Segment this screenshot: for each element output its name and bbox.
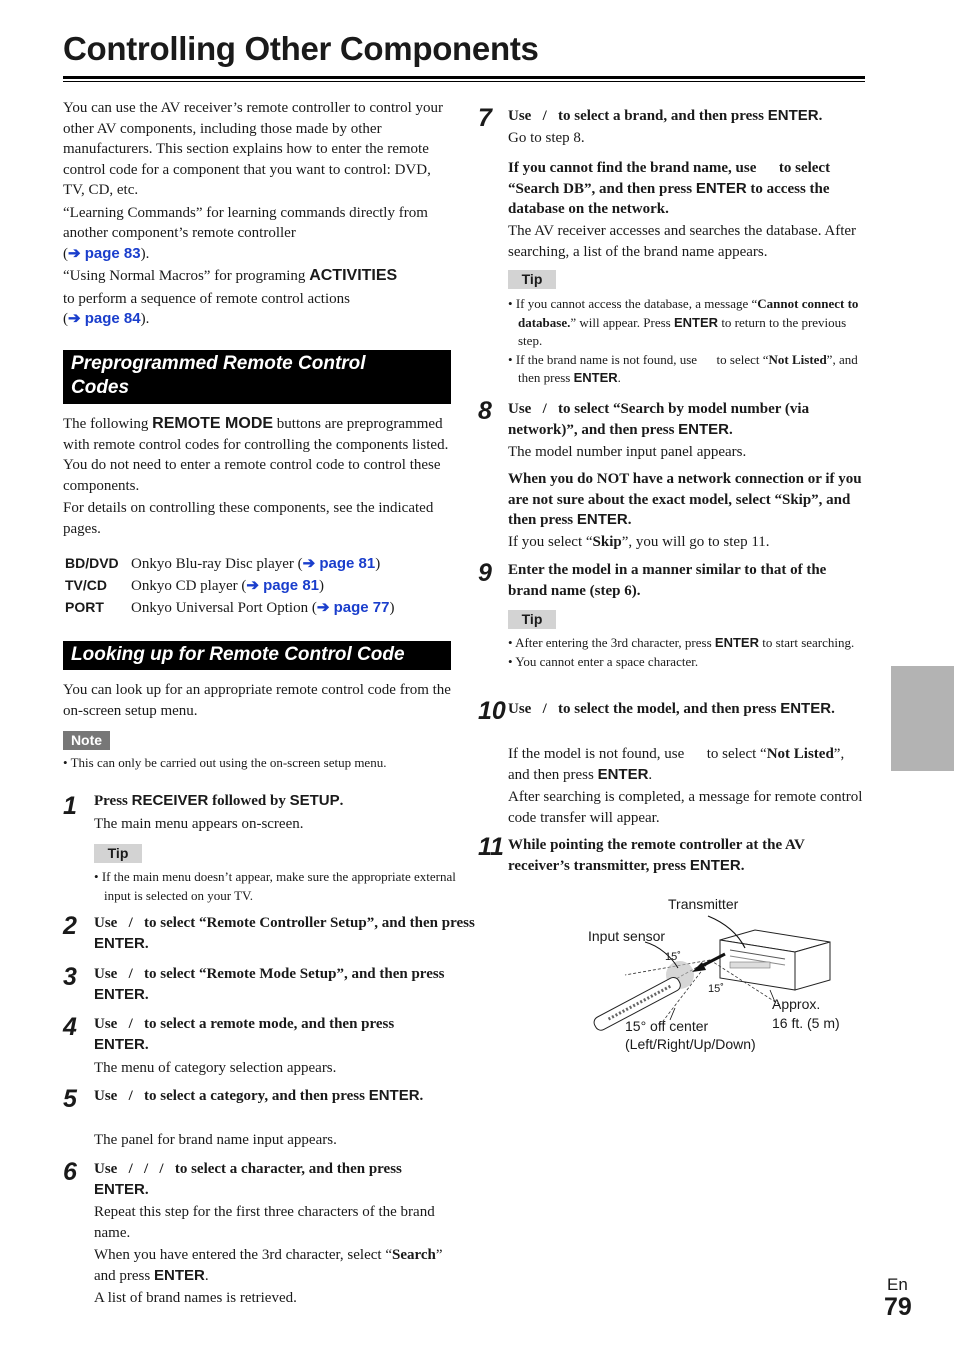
step-6-instruction: Use / / / to select a character, and then press ENTER. <box>94 1161 402 1198</box>
section1-paragraph-2: For details on controlling these components, see the indicated pages. <box>63 500 434 537</box>
step-9-tips: • After entering the 3rd character, press ENTER to start searching. • You cannot enter a space character. <box>508 635 855 669</box>
note-label: Note <box>63 731 110 750</box>
page-81-link[interactable]: ➔ page 81 <box>246 577 320 594</box>
step-8-instruction: Use / to select “Search by model number (via network)”, and then press ENTER. <box>508 401 813 438</box>
step-1-result: The main menu appears on-screen. <box>94 816 304 832</box>
page-language: En <box>887 1275 908 1294</box>
tip-label: Tip <box>508 610 556 629</box>
page-77-link[interactable]: ➔ page 77 <box>316 599 390 616</box>
step-10-instruction: Use / to select the model, and then press ENTER. <box>508 700 835 717</box>
step-4-result: The menu of category selection appears. <box>94 1060 337 1076</box>
step-number: 3 <box>63 963 77 991</box>
approx-label: Approx. <box>772 996 821 1012</box>
distance-label: 16 ft. (5 m) <box>772 1015 840 1031</box>
table-row: BD/DVD Onkyo Blu-ray Disc player (➔ page 81) <box>65 555 381 572</box>
directions-label: (Left/Right/Up/Down) <box>625 1036 756 1052</box>
step-3-instruction: Use / to select “Remote Mode Setup”, and then press ENTER. <box>94 966 445 1003</box>
page-title: Controlling Other Components <box>63 30 539 67</box>
step-7-result: Go to step 8. <box>508 130 585 146</box>
step-number: 8 <box>478 397 492 425</box>
step-number: 1 <box>63 792 77 820</box>
note-text: • This can only be carried out using the on-screen setup menu. <box>63 755 387 770</box>
angle-label: 15˚ <box>665 951 681 963</box>
table-row: TV/CD Onkyo CD player (➔ page 81) <box>65 577 325 594</box>
step-7-search-result: The AV receiver accesses and searches the database. After searching, a list of the brand name appears. <box>508 223 857 260</box>
step-5-instruction: Use / to select a category, and then press ENTER. <box>94 1087 424 1104</box>
step-8-result: The model number input panel appears. <box>508 444 747 460</box>
page-84-link[interactable]: ➔ page 84 <box>68 310 141 327</box>
step-1-instruction: Press RECEIVER followed by SETUP. <box>94 792 344 809</box>
intro-paragraph-2: “Learning Commands” for learning commands directly from another component’s remote controller (➔ page 83). <box>63 204 428 262</box>
step-number: 11 <box>478 833 504 861</box>
step-5-result: The panel for brand name input appears. <box>94 1132 337 1148</box>
table-row: PORT Onkyo Universal Port Option (➔ page 77) <box>65 599 395 616</box>
off-center-label: 15° off center <box>625 1018 709 1034</box>
step-number: 9 <box>478 559 492 587</box>
step-9-instruction: Enter the model in a manner similar to that of the brand name (step 6). <box>508 562 827 599</box>
intro-paragraph-3: “Using Normal Macros” for programing ACTIVITIES to perform a sequence of remote control actions (➔ page 84). <box>63 267 398 327</box>
step-6-result: Repeat this step for the first three characters of the brand name. When you have entered the 3rd character, select “Search” and press ENTER. A list of brand names is retrieved. <box>94 1204 443 1306</box>
step-7-instruction: Use / to select a brand, and then press ENTER. <box>508 107 823 124</box>
title-rule <box>63 76 865 79</box>
step-number: 7 <box>478 104 492 132</box>
step-1-tip: • If the main menu doesn’t appear, make sure the appropriate external input is selected on your TV. <box>94 869 456 903</box>
intro-paragraph-1: You can use the AV receiver’s remote controller to control your other AV components, including those made by other manufacturers. This section explains how to enter the remote control code for a component that you want to control: DVD, TV, CD, etc. <box>63 100 444 198</box>
section1-body <box>63 414 451 539</box>
remote-pointing-diagram <box>580 890 860 1060</box>
step-8-skip: When you do NOT have a network connection or if you are not sure about the exact model, select “Skip”, and then press ENTER. <box>508 471 862 528</box>
remote-mode-table <box>63 553 451 619</box>
step-10-result: If the model is not found, use to select “Not Listed”, and then press ENTER. After searching is completed, a message for remote control code transfer will appear. <box>508 746 863 826</box>
section1-paragraph-1: The following REMOTE MODE buttons are preprogrammed with remote control codes for controlling the components listed. You do not need to enter a remote control code to control these components. <box>63 415 449 494</box>
step-number: 10 <box>478 697 506 725</box>
step-2-instruction: Use / to select “Remote Controller Setup”, and then press ENTER. <box>94 915 475 952</box>
step-7-tips: • If you cannot access the database, a message “Cannot connect to database.” will appear. Press ENTER to return to the previous step. • If the brand name is not found, use to select “Not Listed”, and then press ENTER. <box>508 296 859 385</box>
step-4-instruction: Use / to select a remote mode, and then press ENTER. <box>94 1016 395 1053</box>
title-rule-thin <box>63 81 865 82</box>
transmitter-label: Transmitter <box>668 896 739 912</box>
page-number: 79 <box>884 1293 912 1321</box>
intro <box>63 98 451 330</box>
tip-label: Tip <box>94 844 142 863</box>
step-8-skip-result: If you select “Skip”, you will go to step 11. <box>508 534 770 550</box>
step-number: 6 <box>63 1158 77 1186</box>
step-number: 4 <box>63 1013 77 1041</box>
step-7-search-db: If you cannot find the brand name, use to select “Search DB”, and then press ENTER to access the database on the network. <box>508 160 834 217</box>
step-11-instruction: While pointing the remote controller at the AV receiver’s transmitter, press ENTER. <box>508 837 805 874</box>
step-number: 5 <box>63 1085 77 1113</box>
section-heading-preprogrammed: Preprogrammed Remote Control Codes <box>63 350 451 404</box>
angle-label: 15˚ <box>708 983 724 995</box>
input-sensor-label: Input sensor <box>588 928 666 944</box>
page-81-link[interactable]: ➔ page 81 <box>302 555 376 572</box>
section-heading-lookup: Looking up for Remote Control Code <box>63 641 451 670</box>
tip-label: Tip <box>508 270 556 289</box>
section2-paragraph: You can look up for an appropriate remote control code from the on-screen setup menu. <box>63 682 451 719</box>
step-number: 2 <box>63 912 77 940</box>
page-83-link[interactable]: ➔ page 83 <box>68 244 141 262</box>
chapter-side-tab <box>891 666 954 771</box>
